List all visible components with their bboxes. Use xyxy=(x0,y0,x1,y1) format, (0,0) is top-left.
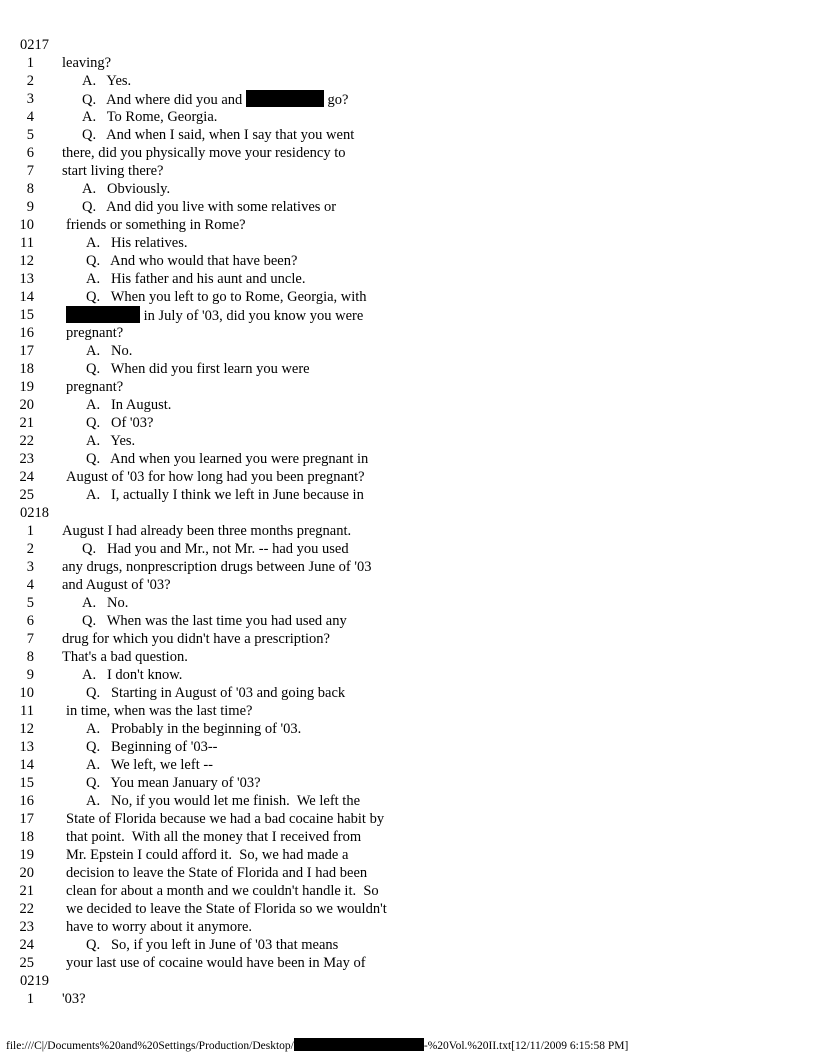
line-text: Q. You mean January of '03? xyxy=(86,775,261,791)
line-text: Q. Starting in August of '03 and going back xyxy=(86,685,346,701)
line-text: Q. When you left to go to Rome, Georgia, with xyxy=(86,289,367,305)
line-text: A. Yes. xyxy=(86,433,136,449)
line-text: Q. And when you learned you were pregnant in xyxy=(86,451,369,467)
line-text: we decided to leave the State of Florida so we wouldn't xyxy=(66,901,387,917)
line-text: Q. And where did you and go? xyxy=(82,92,349,108)
file-path-footer: file:///C|/Documents%20and%20Settings/Production/Desktop/ -%20Vol.%20II.txt[12/11/2009 6:15:58 PM] xyxy=(6,1040,629,1052)
line-text: That's a bad question. xyxy=(62,649,188,665)
line-text: Q. Of '03? xyxy=(86,415,154,431)
line-text: have to worry about it anymore. xyxy=(66,919,253,935)
line-text: A. No. xyxy=(86,343,133,359)
line-text: Q. Had you and Mr., not Mr. -- had you used xyxy=(82,541,349,557)
redaction-box xyxy=(66,306,140,323)
line-text: pregnant? xyxy=(66,379,124,395)
line-text: clean for about a month and we couldn't handle it. So xyxy=(66,883,379,899)
line-text: A. I, actually I think we left in June because in xyxy=(86,487,364,503)
line-text: A. To Rome, Georgia. xyxy=(82,109,218,125)
line-number: 2 xyxy=(26,73,34,89)
line-text: A. His relatives. xyxy=(86,235,188,251)
line-text: A. I don't know. xyxy=(82,667,183,683)
line-number: 3 xyxy=(26,91,34,107)
line-text: Q. And who would that have been? xyxy=(86,253,298,269)
line-text: pregnant? xyxy=(66,325,124,341)
line-text: Q. When was the last time you had used any xyxy=(82,613,347,629)
line-text: August of '03 for how long had you been pregnant? xyxy=(66,469,365,485)
line-text: Mr. Epstein I could afford it. So, we had made a xyxy=(66,847,349,863)
line-text: A. No, if you would let me finish. We left the xyxy=(86,793,361,809)
redaction-box xyxy=(246,90,324,107)
line-text: Q. Beginning of '03-- xyxy=(86,739,218,755)
transcript-page: 0217 1 leaving? 2 A. Yes. 3 Q. And where did you and go? 4 A. To Rome, Georgia. 5 Q. And when I said, when I say that you went 6 there, did you physically move your residency to 7 start living there? 8 A. Obviously. 9 Q. And did you live with some relatives or 10 friends or something in Rome? 11 A. His relatives. 12 Q. And who would that have been? 13 A. His father and his aunt and uncle. 14 Q. When you left to go to Rome, Georgia, with 15 in July of '03, did you know you were 16 pregnant? 17 A. No. 18 Q. When did you first learn you were 19 pregnant? 20 A. In August. 21 Q. Of '03? 22 A. Yes. 23 Q. And when you learned you were pregnant in 24 August of '03 for how long had you been pregnant? 25 A. I, actually I think we left in June because in 0218 1 August I had already been three months pregnant. 2 Q. Had you and Mr., not Mr. -- had you used 3 any drugs, nonprescription drugs between June of '03 4 and August of '03? 5 A. No. 6 Q. When was the last time you had used any 7 drug for which you didn't have a prescription? 8 That's a bad question. 9 A. I don't know. 10 Q. Starting in August of '03 and going back 11 in time, when was the last time? 12 A. Probably in the beginning of '03. 13 Q. Beginning of '03-- 14 A. We left, we left -- 15 Q. You mean January of '03? 16 A. No, if you would let me finish. We left the 17 State of Florida because we had a bad cocaine habit by 18 that point. With all the money that I received from 19 Mr. Epstein I could afford it. So, we had made a 20 decision to leave the State of Florida and I had been 21 clean for about a month and we couldn't handle it. So 22 we decided to leave the State of Florida so we wouldn't 23 have to worry about it anymore. 24 Q. So, if you left in June of '03 that means 25 your last use of cocaine would have been in May of 0219 1 '03? file:///C|/Documents%20and%20Settings/Production/Desktop/ -%20Vol.%20II.txt[12/11/2009 6:15:58 PM] xyxy=(0,0,816,1056)
line-text: A. We left, we left -- xyxy=(86,757,214,773)
line-text: your last use of cocaine would have been in May of xyxy=(66,955,366,971)
line-text: A. Yes. xyxy=(82,73,132,89)
line-text: Q. So, if you left in June of '03 that means xyxy=(86,937,339,953)
line-text: A. Probably in the beginning of '03. xyxy=(86,721,302,737)
line-text: friends or something in Rome? xyxy=(66,217,246,233)
line-text: there, did you physically move your residency to xyxy=(62,145,346,161)
line-text: and August of '03? xyxy=(62,577,171,593)
redaction-box xyxy=(294,1038,424,1051)
line-text: start living there? xyxy=(62,163,164,179)
line-text: A. In August. xyxy=(86,397,172,413)
line-text: in July of '03, did you know you were xyxy=(66,306,363,325)
line-text: in time, when was the last time? xyxy=(66,703,253,719)
line-text: A. His father and his aunt and uncle. xyxy=(86,271,306,287)
line-text: decision to leave the State of Florida and I had been xyxy=(66,865,368,881)
line-text: drug for which you didn't have a prescription? xyxy=(62,631,330,647)
line-text: A. Obviously. xyxy=(82,181,171,197)
line-text: '03? xyxy=(62,991,86,1007)
line-text: Q. And did you live with some relatives or xyxy=(82,199,337,215)
line-text: A. No. xyxy=(82,595,129,611)
line-text: Q. When did you first learn you were xyxy=(86,361,310,377)
line-text: that point. With all the money that I received from xyxy=(66,829,362,845)
line-text: any drugs, nonprescription drugs between June of '03 xyxy=(62,559,372,575)
line-text: State of Florida because we had a bad cocaine habit by xyxy=(66,811,385,827)
line-text: leaving? xyxy=(62,55,112,71)
line-text: Q. And when I said, when I say that you went xyxy=(82,127,355,143)
line-text: August I had already been three months pregnant. xyxy=(62,523,352,539)
line-number: 1 xyxy=(26,55,34,71)
